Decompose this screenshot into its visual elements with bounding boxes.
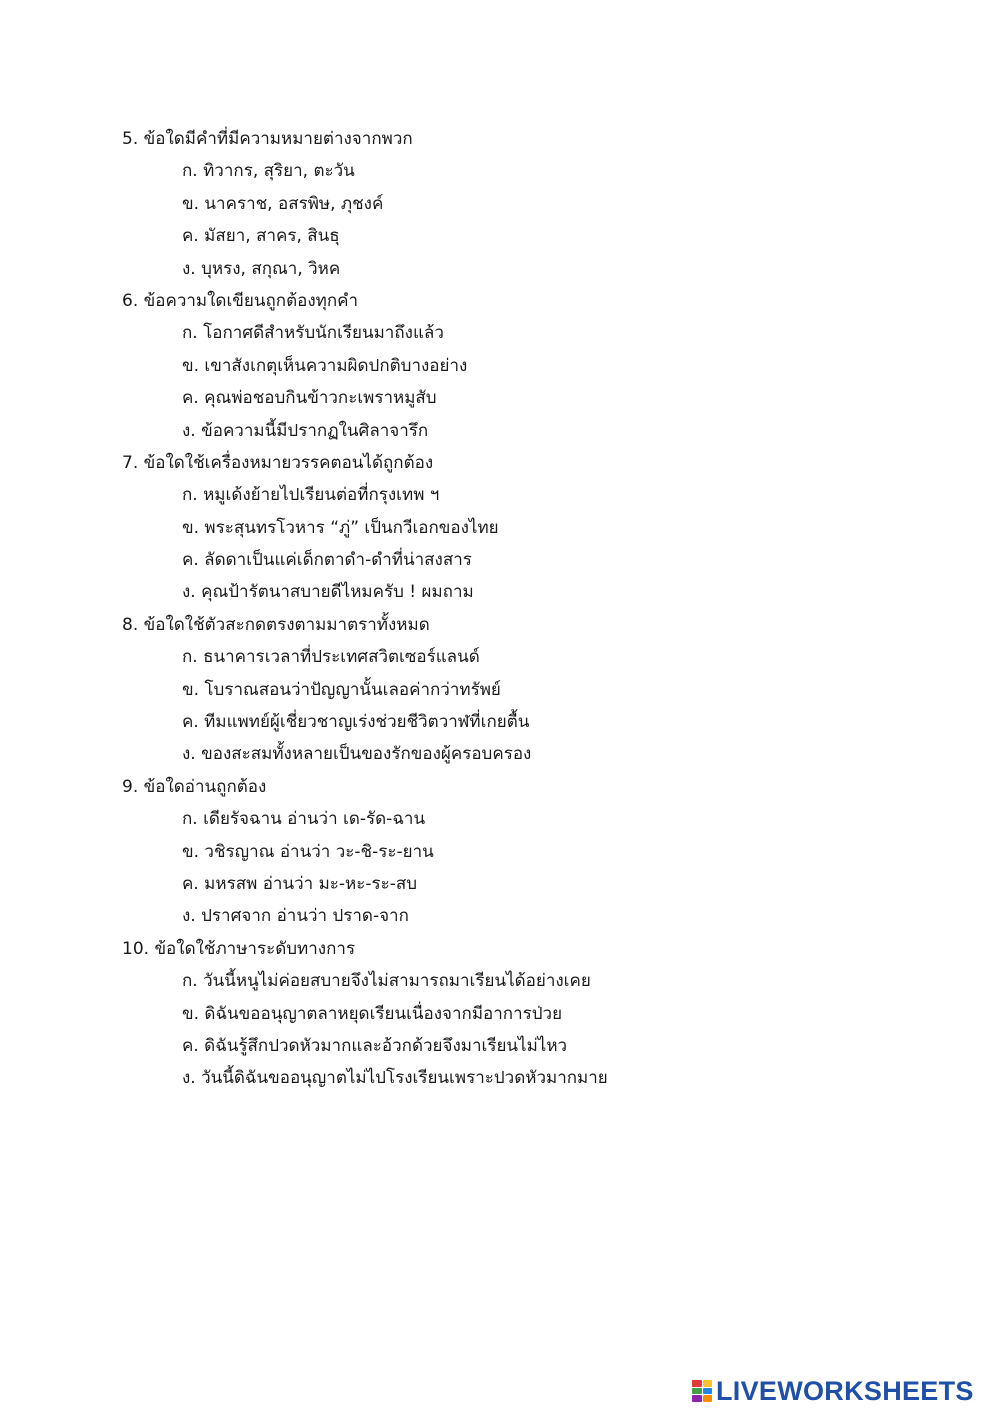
option-d[interactable]: ง. คุณป้ารัตนาสบายดีไหมครับ ! ผมถาม [182,582,474,603]
question-9 [120,771,940,933]
option-b[interactable]: ข. พระสุนทรโวหาร “ภู่” เป็นกวีเอกของไทย [182,517,499,538]
brand-text: LIVEWORKSHEETS [716,1376,974,1406]
option-d[interactable]: ง. บุหรง, สกุณา, วิหค [182,258,341,279]
option-a[interactable]: ก. ทิวากร, สุริยา, ตะวัน [182,161,355,182]
question-text: 5. ข้อใดมีคำที่มีความหมายต่างจากพวก [122,129,413,149]
option-c[interactable]: ค. ดิฉันรู้สึกปวดหัวมากและอ้วกด้วยจึงมาเรียนไม่ไหว [182,1035,568,1056]
logo-icon [692,1380,712,1402]
option-a[interactable]: ก. เดียรัจฉาน อ่านว่า เด-รัด-ฉาน [182,809,426,830]
liveworksheets-logo [692,1376,974,1406]
option-c[interactable]: ค. คุณพ่อชอบกินข้าวกะเพราหมูสับ [182,388,437,409]
question-10 [120,933,940,1095]
question-text: 7. ข้อใดใช้เครื่องหมายวรรคตอนได้ถูกต้อง [122,452,434,473]
option-d[interactable]: ง. วันนี้ดิฉันขออนุญาตไม่ไปโรงเรียนเพราะปวดหัวมากมาย [182,1068,608,1089]
logo-block [692,1395,702,1402]
option-a[interactable]: ก. หมูเด้งย้ายไปเรียนต่อที่กรุงเทพ ฯ [182,485,440,506]
question-text: 8. ข้อใดใช้ตัวสะกดตรงตามมาตราทั้งหมด [122,614,430,635]
worksheet [120,123,940,1095]
logo-block [703,1395,713,1402]
option-a[interactable]: ก. วันนี้หนูไม่ค่อยสบายจึงไม่สามารถมาเรียนได้อย่างเคย [182,971,591,992]
logo-block [692,1388,702,1395]
option-b[interactable]: ข. ดิฉันขออนุญาตลาหยุดเรียนเนื่องจากมีอาการป่วย [182,1003,563,1024]
option-d[interactable]: ง. ปราศจาก อ่านว่า ปราด-จาก [182,906,409,927]
option-d[interactable]: ง. ของสะสมทั้งหลายเป็นของรักของผู้ครอบครอง [182,744,532,765]
question-8 [120,609,940,771]
option-c[interactable]: ค. ทีมแพทย์ผู้เชี่ยวชาญเร่งช่วยชีวิตวาฬที่เกยตื้น [182,712,530,733]
option-b[interactable]: ข. นาคราช, อสรพิษ, ภุชงค์ [182,193,384,214]
question-7 [120,447,940,609]
option-b[interactable]: ข. โบราณสอนว่าปัญญานั้นเลอค่ากว่าทรัพย์ [182,679,501,700]
option-c[interactable]: ค. มัสยา, สาคร, สินธุ [182,226,340,247]
question-text: 6. ข้อความใดเขียนถูกต้องทุกคำ [122,290,359,311]
option-b[interactable]: ข. วชิรญาณ อ่านว่า วะ-ชิ-ระ-ยาน [182,841,434,862]
question-text: 10. ข้อใดใช้ภาษาระดับทางการ [122,938,356,959]
logo-block [703,1388,713,1395]
option-c[interactable]: ค. ลัดดาเป็นแค่เด็กตาดำ-ดำที่น่าสงสาร [182,550,472,571]
option-b[interactable]: ข. เขาสังเกตุเห็นความผิดปกติบางอย่าง [182,355,468,376]
logo-block [692,1380,702,1387]
question-text: 9. ข้อใดอ่านถูกต้อง [122,776,267,797]
option-a[interactable]: ก. ธนาคารเวลาที่ประเทศสวิตเซอร์แลนด์ [182,647,480,668]
option-c[interactable]: ค. มหรสพ อ่านว่า มะ-หะ-ระ-สบ [182,873,418,894]
option-a[interactable]: ก. โอกาศดีสำหรับนักเรียนมาถึงแล้ว [182,323,444,344]
question-5 [120,123,940,285]
option-d[interactable]: ง. ข้อความนี้มีปรากฏในศิลาจารึก [182,420,429,441]
logo-block [703,1380,713,1387]
question-6 [120,285,940,447]
